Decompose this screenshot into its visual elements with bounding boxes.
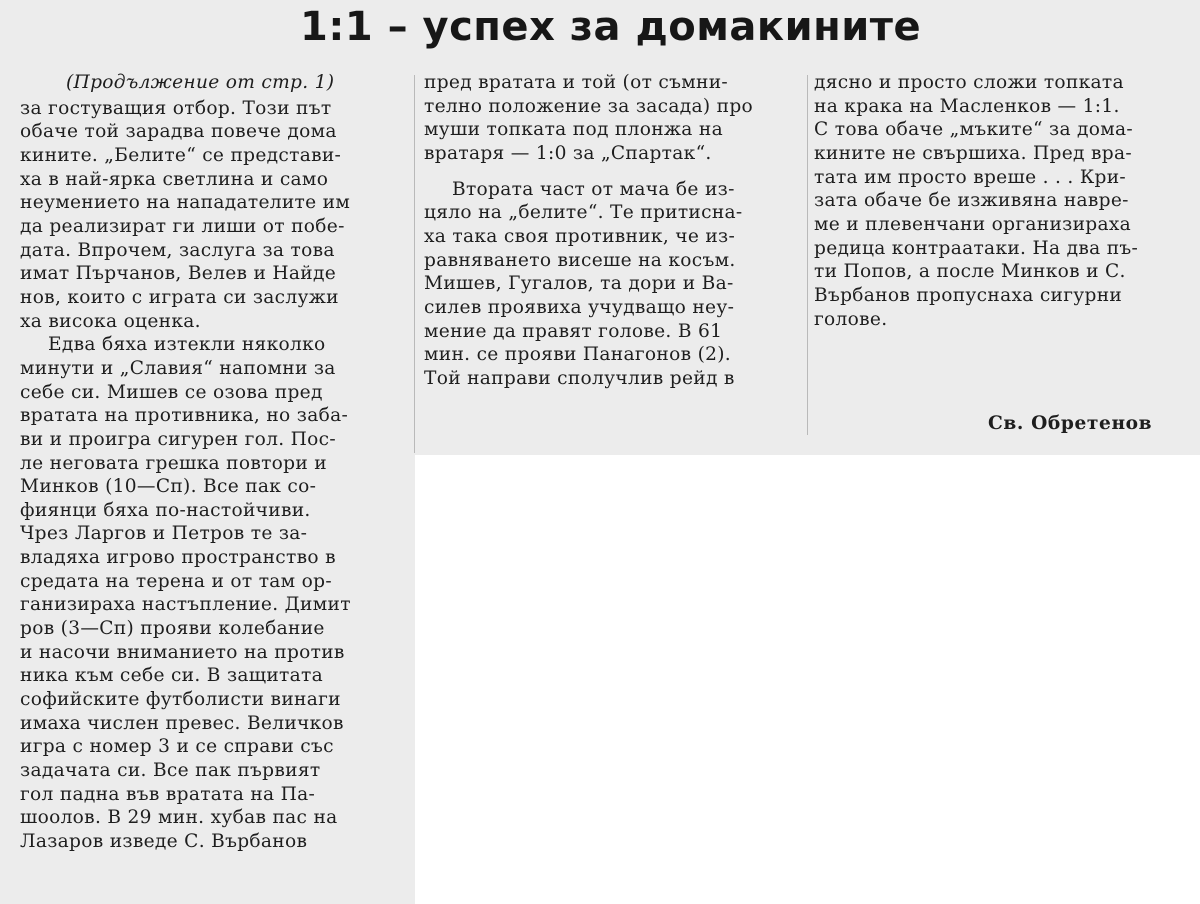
text-line: софийските футболисти винаги [20,689,341,711]
text-line: телно положение за засада) про [424,95,754,117]
text-line: игра с номер 3 и се справи със [20,736,334,758]
text-line: за гостуващия отбор. Този път [20,97,332,119]
article-column-3 [814,71,1184,331]
text-line: минути и „Славия“ напомни за [20,357,336,379]
column-divider-2 [807,75,808,435]
text-line: ника към себе си. В защитата [20,665,324,687]
paragraph [20,333,410,853]
text-line: Чрез Ларгов и Петров те за- [20,523,308,545]
text-line: мин. се прояви Панагонов (2). [424,344,732,366]
text-line: мение да правят голове. В 61 [424,320,723,342]
text-line: Едва бяха изтекли няколко [48,334,326,356]
text-line: кините. „Белите“ се представи- [20,144,342,166]
article-column-2 [424,71,804,391]
text-line: ха висока оценка. [20,310,201,332]
text-line: вратаря — 1:0 за „Спартак“. [424,142,712,164]
text-line: и насочи вниманието на против [20,641,345,663]
text-line: Втората част от мача бе из- [452,178,735,200]
text-line: фиянци бяха по-настойчиви. [20,499,311,521]
paragraph [20,97,410,334]
text-line: ганизираха настъпление. Димит [20,594,351,616]
text-line: на крака на Масленков — 1:1. [814,95,1120,117]
article-column-1 [20,71,410,854]
text-line: Той направи сполучлив рейд в [424,367,735,389]
text-line: обаче той зарадва повече дома [20,121,337,143]
article-headline: 1:1 – успех за домакините [300,4,922,50]
text-line: нов, които с играта си заслужи [20,286,339,308]
text-line: кините не свършиха. Пред вра- [814,142,1132,164]
text-line: Лазаров изведе С. Върбанов [20,831,308,852]
text-line: зата обаче бе изживяна навре- [814,190,1129,212]
text-line: Мишев, Гугалов, та дори и Ва- [424,273,734,295]
text-line: редица контраатаки. На два пъ- [814,237,1139,259]
text-line: имат Пърчанов, Велев и Найде [20,263,337,285]
text-line: ви и проигра сигурен гол. Пос- [20,428,336,450]
text-line: силев проявиха учудващо неу- [424,296,735,318]
text-line: Върбанов пропуснаха сигурни [814,284,1123,306]
text-line: ров (3—Сп) прояви колебание [20,618,325,640]
text-line: С това обаче „мъките“ за дома- [814,119,1134,141]
author-byline: Св. Обретенов [988,413,1153,434]
text-line: Минков (10—Сп). Все пак со- [20,476,317,498]
text-line: дата. Впрочем, заслуга за това [20,239,335,261]
text-line: ти Попов, а после Минков и С. [814,261,1126,283]
text-line: гол падна във вратата на Па- [20,783,316,805]
paragraph [424,71,804,166]
text-line: ха в най-ярка светлина и само [20,168,329,190]
text-line: вратата на противника, но заба- [20,405,349,427]
text-line: себе си. Мишев се озова пред [20,381,323,403]
text-line: средата на терена и от там ор- [20,570,332,592]
text-line: ле неговата грешка повтори и [20,452,327,474]
column-divider-1 [414,75,415,453]
text-line: цяло на „белите“. Те притисна- [424,202,743,224]
text-line: имаха числен превес. Величков [20,712,344,734]
paragraph [424,178,804,391]
paragraph-gap [424,166,804,178]
continued-note: (Продължение от стр. 1) [66,72,335,93]
text-line: владяха игрово пространство в [20,547,336,569]
text-line: да реализират ги лиши от побе- [20,215,345,237]
text-line: шоолов. В 29 мин. хубав пас на [20,807,338,829]
text-line: равняването висеше на косъм. [424,249,736,271]
text-line: тата им просто вреше . . . Кри- [814,166,1127,188]
text-line: голове. [814,308,888,330]
text-line: ха така своя противник, че из- [424,225,736,247]
text-line: неумението на нападателите им [20,192,351,214]
text-line: муши топката под плонжа на [424,119,723,141]
text-line: пред вратата и той (от съмни- [424,72,728,93]
text-line: ме и плевенчани организираха [814,213,1132,235]
text-line: дясно и просто сложи топката [814,72,1124,93]
text-line: задачата си. Все пак първият [20,760,321,782]
paragraph [814,71,1184,331]
